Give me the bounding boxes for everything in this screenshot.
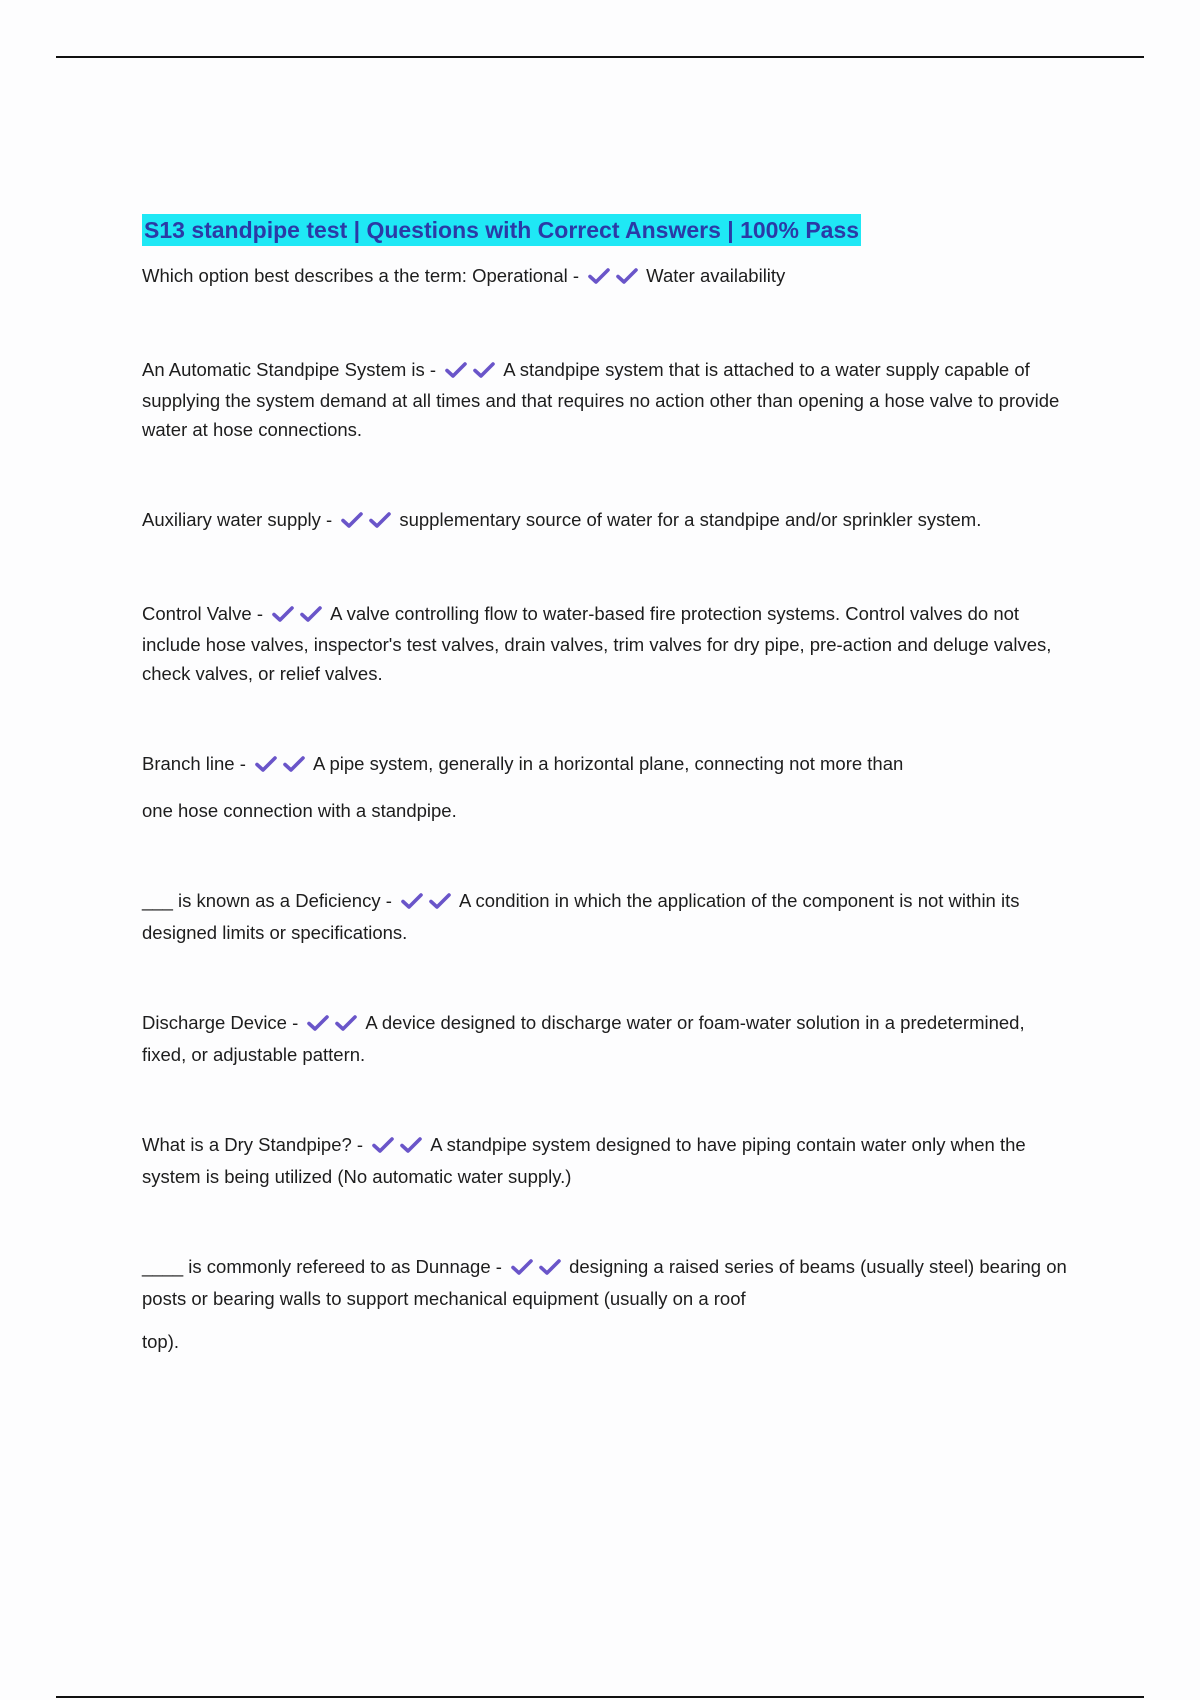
check-icon	[272, 605, 294, 623]
check-icon	[429, 892, 451, 910]
check-icon	[588, 267, 610, 285]
double-check-icon	[272, 603, 328, 632]
question-text: ___ is known as a Deficiency -	[142, 890, 398, 911]
bottom-rule	[56, 1696, 1144, 1698]
answer-text: designing a raised series of beams (usually steel) bearing on posts or bearing walls to support mechanical equipment (usually on a roof	[142, 1256, 1067, 1309]
answer-text: Water availability	[646, 265, 786, 286]
check-icon	[300, 605, 322, 623]
double-check-icon	[445, 359, 501, 388]
answer-text: A device designed to discharge water or foam-water solution in a predetermined, fixed, or adjustable pattern.	[142, 1012, 1025, 1065]
qa-item	[142, 356, 1072, 445]
check-icon	[307, 1014, 329, 1032]
qa-item	[142, 506, 1072, 538]
qa-item	[142, 887, 1072, 947]
page-content	[142, 214, 1072, 1357]
qa-item	[142, 600, 1072, 689]
qa-item	[142, 1009, 1072, 1069]
check-icon	[445, 361, 467, 379]
double-check-icon	[588, 265, 644, 294]
check-icon	[369, 511, 391, 529]
double-check-icon	[511, 1256, 567, 1285]
question-text: Branch line -	[142, 753, 251, 774]
question-text: Control Valve -	[142, 602, 269, 624]
double-check-icon	[341, 509, 397, 538]
qa-item	[142, 1253, 1072, 1357]
check-icon	[473, 361, 495, 379]
question-text: ____ is commonly refereed to as Dunnage -	[142, 1256, 508, 1277]
answer-text: A standpipe system designed to have piping contain water only when the system is being utilized (No automatic water supply.)	[142, 1134, 1026, 1187]
answer-text: supplementary source of water for a standpipe and/or sprinkler system.	[399, 509, 982, 530]
page-title: S13 standpipe test | Questions with Correct Answers | 100% Pass	[142, 214, 861, 246]
check-icon	[511, 1258, 533, 1276]
double-check-icon	[307, 1012, 363, 1041]
double-check-icon	[401, 890, 457, 919]
double-check-icon	[255, 753, 311, 782]
check-icon	[341, 511, 363, 529]
check-icon	[335, 1014, 357, 1032]
qa-item	[142, 750, 1072, 825]
answer-text: A standpipe system that is attached to a water supply capable of supplying the system demand at all times and that requires no action other than opening a hose valve to provide water at hose connections.	[142, 358, 1060, 440]
check-icon	[283, 755, 305, 773]
check-icon	[401, 892, 423, 910]
answer-text: A valve controlling flow to water-based fire protection systems. Control valves do not include hose valves, inspector's test valves, drain valves, trim valves for dry pipe, pre-action and deluge valves, check valves, or relief valves.	[142, 602, 1052, 684]
top-rule	[56, 56, 1144, 58]
answer-continuation: one hose connection with a standpipe.	[142, 799, 457, 821]
question-text: What is a Dry Standpipe? -	[142, 1134, 369, 1155]
question-text: Auxiliary water supply -	[142, 509, 338, 530]
qa-item	[142, 262, 1072, 294]
question-text: An Automatic Standpipe System is -	[142, 358, 442, 380]
question-text: Which option best describes a the term: Operational -	[142, 265, 585, 286]
check-icon	[372, 1136, 394, 1154]
check-icon	[255, 755, 277, 773]
double-check-icon	[372, 1134, 428, 1163]
check-icon	[616, 267, 638, 285]
qa-item	[142, 1131, 1072, 1191]
answer-continuation: top).	[142, 1331, 180, 1352]
qa-list	[142, 262, 1072, 1357]
check-icon	[539, 1258, 561, 1276]
answer-text: A condition in which the application of the component is not within its designed limits or specifications.	[142, 890, 1020, 943]
check-icon	[400, 1136, 422, 1154]
answer-text: A pipe system, generally in a horizontal plane, connecting not more than	[313, 753, 904, 774]
question-text: Discharge Device -	[142, 1012, 304, 1033]
